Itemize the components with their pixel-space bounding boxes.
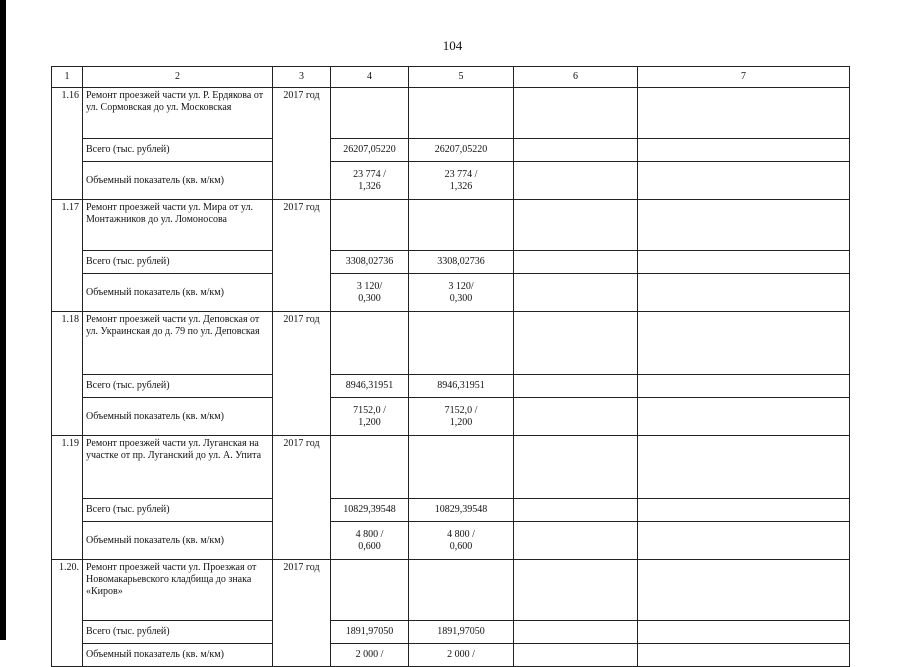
cell-empty	[638, 621, 850, 644]
total-col-5: 8946,31951	[409, 375, 514, 398]
item-year: 2017 год	[273, 560, 331, 667]
cell-empty	[514, 522, 638, 560]
cell-empty	[638, 312, 850, 375]
header-col-6: 6	[514, 67, 638, 88]
volume-col-5: 7152,0 / 1,200	[409, 398, 514, 436]
item-year: 2017 год	[273, 88, 331, 200]
cell-empty	[514, 436, 638, 499]
table-row	[52, 522, 850, 560]
cell-empty	[514, 312, 638, 375]
cell-empty	[331, 560, 409, 621]
table-row	[52, 621, 850, 644]
cell-empty	[514, 251, 638, 274]
item-number: 1.19	[52, 436, 83, 560]
item-number: 1.17	[52, 200, 83, 312]
total-col-4: 8946,31951	[331, 375, 409, 398]
item-year: 2017 год	[273, 436, 331, 560]
cell-empty	[638, 560, 850, 621]
cell-empty	[638, 522, 850, 560]
header-col-7: 7	[638, 67, 850, 88]
header-row	[52, 67, 850, 88]
table-row	[52, 644, 850, 667]
cell-empty	[409, 312, 514, 375]
header-col-5: 5	[409, 67, 514, 88]
total-col-5: 10829,39548	[409, 499, 514, 522]
total-col-4: 1891,97050	[331, 621, 409, 644]
cell-empty	[409, 200, 514, 251]
cell-empty	[638, 162, 850, 200]
header-col-4: 4	[331, 67, 409, 88]
table-row	[52, 88, 850, 139]
cell-empty	[514, 200, 638, 251]
scan-edge	[0, 0, 6, 640]
cell-empty	[638, 251, 850, 274]
table-row	[52, 499, 850, 522]
cell-empty	[514, 274, 638, 312]
item-number: 1.20.	[52, 560, 83, 667]
cell-empty	[638, 200, 850, 251]
volume-col-4: 7152,0 / 1,200	[331, 398, 409, 436]
cell-empty	[409, 436, 514, 499]
volume-col-4: 23 774 / 1,326	[331, 162, 409, 200]
cell-empty	[514, 375, 638, 398]
cell-empty	[331, 436, 409, 499]
total-col-4: 10829,39548	[331, 499, 409, 522]
volume-col-4: 4 800 / 0,600	[331, 522, 409, 560]
table-row	[52, 139, 850, 162]
cell-empty	[514, 644, 638, 667]
table-row	[52, 251, 850, 274]
total-label: Всего (тыс. рублей)	[83, 375, 273, 398]
header-col-3: 3	[273, 67, 331, 88]
item-number: 1.18	[52, 312, 83, 436]
header-col-1: 1	[52, 67, 83, 88]
cell-empty	[514, 398, 638, 436]
total-label: Всего (тыс. рублей)	[83, 621, 273, 644]
total-col-4: 3308,02736	[331, 251, 409, 274]
total-col-5: 1891,97050	[409, 621, 514, 644]
cell-empty	[331, 88, 409, 139]
cell-empty	[514, 560, 638, 621]
table-row	[52, 312, 850, 375]
page-number: 104	[442, 38, 463, 53]
works-table	[51, 66, 850, 667]
cell-empty	[514, 88, 638, 139]
cell-empty	[638, 375, 850, 398]
item-title: Ремонт проезжей части ул. Мира от ул. Монтажников до ул. Ломоносова	[83, 200, 273, 251]
table-row	[52, 274, 850, 312]
volume-col-5: 2 000 /	[409, 644, 514, 667]
cell-empty	[331, 312, 409, 375]
total-col-5: 3308,02736	[409, 251, 514, 274]
table-row	[52, 375, 850, 398]
total-col-5: 26207,05220	[409, 139, 514, 162]
volume-label: Объемный показатель (кв. м/км)	[83, 398, 273, 436]
cell-empty	[638, 644, 850, 667]
cell-empty	[638, 88, 850, 139]
item-title: Ремонт проезжей части ул. Деповская от ул. Украинская до д. 79 по ул. Деповская	[83, 312, 273, 375]
cell-empty	[638, 274, 850, 312]
cell-empty	[638, 436, 850, 499]
table-row	[52, 398, 850, 436]
table-row	[52, 162, 850, 200]
item-title: Ремонт проезжей части ул. Луганская на участке от пр. Луганский до ул. А. Упита	[83, 436, 273, 499]
cell-empty	[638, 398, 850, 436]
cell-empty	[409, 88, 514, 139]
cell-empty	[514, 139, 638, 162]
cell-empty	[514, 499, 638, 522]
total-col-4: 26207,05220	[331, 139, 409, 162]
volume-label: Объемный показатель (кв. м/км)	[83, 274, 273, 312]
total-label: Всего (тыс. рублей)	[83, 499, 273, 522]
item-number: 1.16	[52, 88, 83, 200]
cell-empty	[514, 162, 638, 200]
volume-col-4: 2 000 /	[331, 644, 409, 667]
table-row	[52, 200, 850, 251]
header-col-2: 2	[83, 67, 273, 88]
cell-empty	[331, 200, 409, 251]
item-title: Ремонт проезжей части ул. Проезжая от Новомакарьевского кладбища до знака «Киров»	[83, 560, 273, 621]
volume-label: Объемный показатель (кв. м/км)	[83, 644, 273, 667]
cell-empty	[638, 499, 850, 522]
volume-label: Объемный показатель (кв. м/км)	[83, 162, 273, 200]
table-row	[52, 436, 850, 499]
volume-col-4: 3 120/ 0,300	[331, 274, 409, 312]
item-year: 2017 год	[273, 312, 331, 436]
total-label: Всего (тыс. рублей)	[83, 139, 273, 162]
volume-col-5: 4 800 / 0,600	[409, 522, 514, 560]
volume-label: Объемный показатель (кв. м/км)	[83, 522, 273, 560]
table-row	[52, 560, 850, 621]
cell-empty	[514, 621, 638, 644]
volume-col-5: 3 120/ 0,300	[409, 274, 514, 312]
item-year: 2017 год	[273, 200, 331, 312]
volume-col-5: 23 774 / 1,326	[409, 162, 514, 200]
cell-empty	[409, 560, 514, 621]
item-title: Ремонт проезжей части ул. Р. Ердякова от ул. Сормовская до ул. Московская	[83, 88, 273, 139]
cell-empty	[638, 139, 850, 162]
total-label: Всего (тыс. рублей)	[83, 251, 273, 274]
